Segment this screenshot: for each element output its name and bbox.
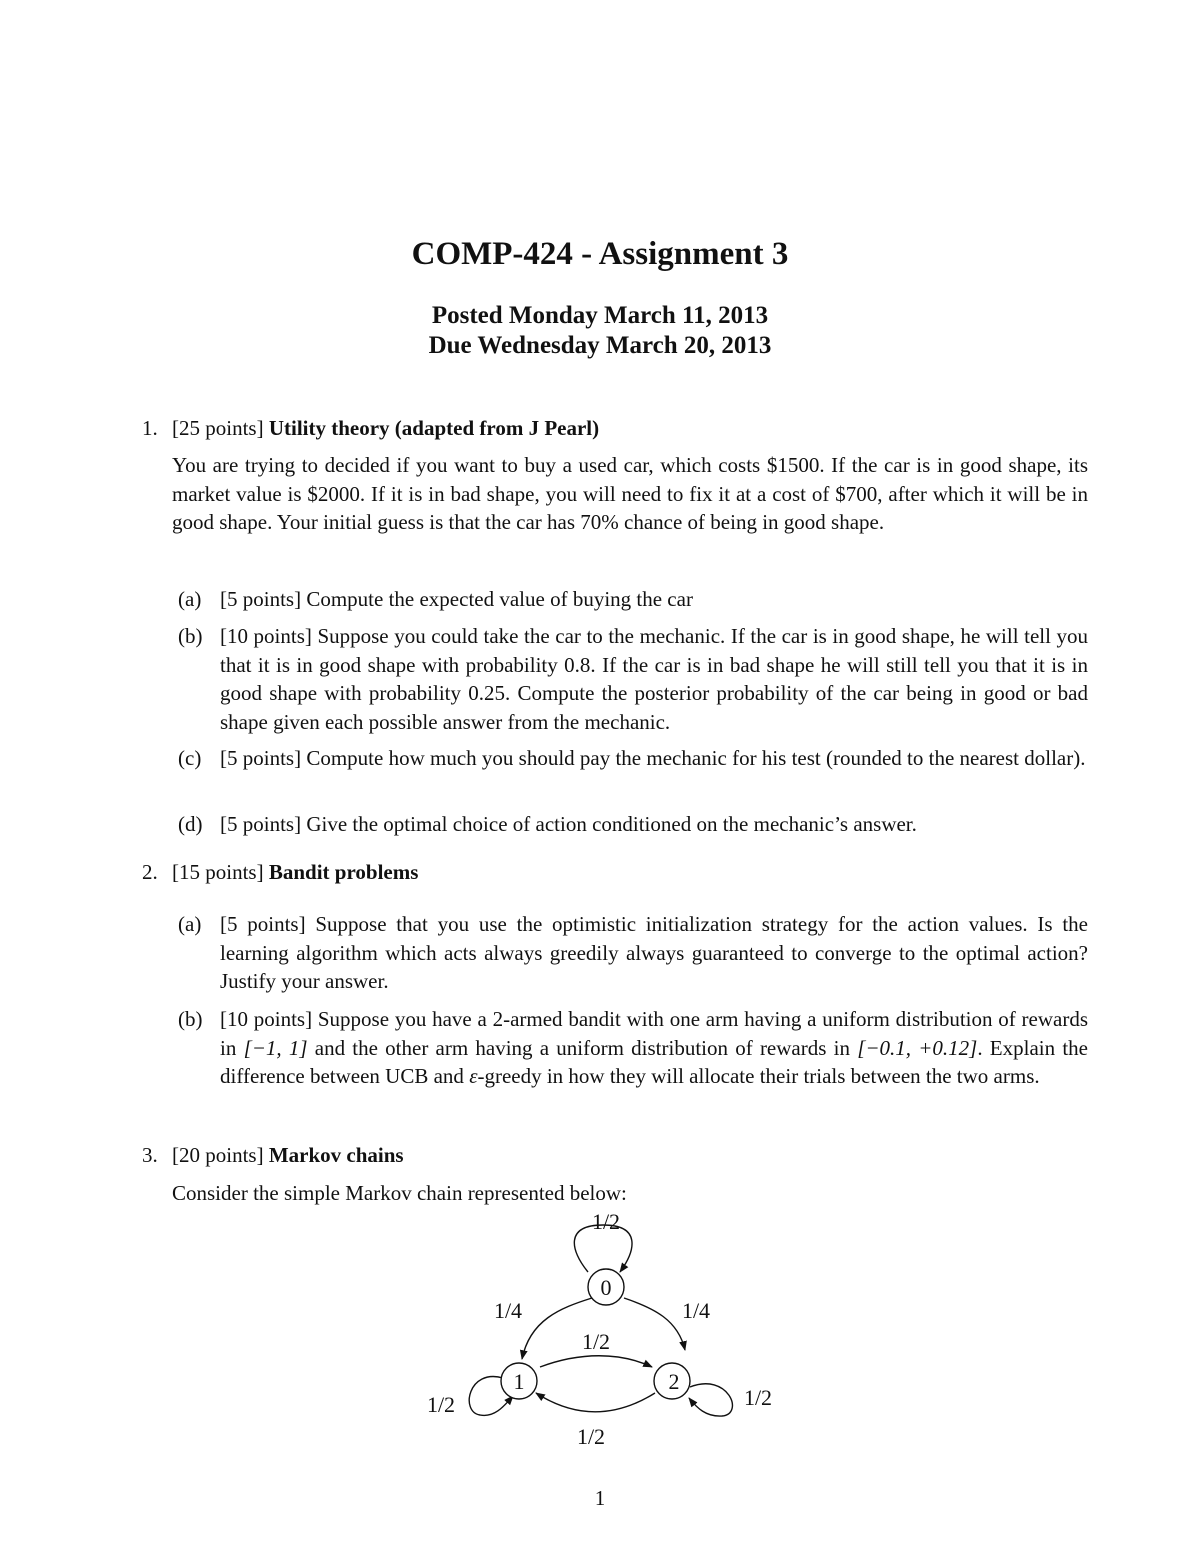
part-label: (a) [178, 587, 202, 611]
edge-label-0-self: 1/2 [591, 1209, 621, 1234]
due-date: Due Wednesday March 20, 2013 [428, 332, 772, 359]
question-topic: Utility theory (adapted from J Pearl) [268, 416, 600, 440]
part-text: [5 points] Compute how much you should pay the mechanic for his test (rounded to the nearest dollar). [220, 746, 1086, 770]
edge-label-1-to-2: 1/2 [581, 1329, 611, 1354]
range-2: [−0.1, +0.12] [857, 1035, 978, 1060]
edge-label-1-self: 1/2 [426, 1392, 456, 1417]
page-number: 1 [594, 1486, 606, 1510]
question-1-heading [142, 414, 1092, 442]
question-3-intro: Consider the simple Markov chain represented below: [172, 1181, 627, 1205]
question-2-part-b [172, 1005, 1088, 1091]
edge-2-self-loop [689, 1384, 732, 1416]
part-text: [5 points] Give the optimal choice of action conditioned on the mechanic’s answer. [220, 812, 917, 836]
part-label: (c) [178, 746, 202, 770]
question-number: 2. [142, 860, 158, 884]
question-1-part-d [172, 810, 1088, 839]
question-points: [20 points] [172, 1143, 264, 1167]
question-3-heading [142, 1141, 1092, 1169]
question-topic: Bandit problems [268, 860, 419, 884]
part-text: [5 points] Suppose that you use the optimistic initialization strategy for the action values. Is the learning algorithm which acts always greedily always guaranteed to converge to the optimal action? Justify your answer. [220, 912, 1088, 993]
question-1-part-a [172, 585, 1088, 614]
part-text: [10 points] Suppose you could take the car to the mechanic. If the car is in good shape, he will tell you that it is in good shape with probability 0.8. If the car is in bad shape he will still tell you that it is in good shape with probability 0.25. Compute the posterior probability of the car being in good or bad shape given each possible answer from the mechanic. [220, 624, 1088, 734]
edge-label-2-self: 1/2 [743, 1385, 773, 1410]
part-text: [5 points] Compute the expected value of buying the car [220, 587, 693, 611]
document-title: COMP-424 - Assignment 3 [411, 236, 789, 272]
edge-label-2-to-1: 1/2 [576, 1424, 606, 1449]
part-label: (a) [178, 912, 202, 936]
part-label: (b) [178, 624, 203, 648]
epsilon-symbol: ε [469, 1064, 478, 1088]
part-label: (d) [178, 812, 203, 836]
question-points: [25 points] [172, 416, 264, 440]
state-label-2: 2 [668, 1369, 680, 1394]
part-text-3: . Explain the difference between UCB and [220, 1035, 1088, 1088]
edge-label-0-to-2: 1/4 [681, 1298, 711, 1323]
question-topic: Markov chains [268, 1143, 404, 1167]
range-1: [−1, 1] [243, 1035, 308, 1060]
part-text-1: [10 points] Suppose you have a 2-armed bandit with one arm having a uniform distribution of rewards in [220, 1007, 1088, 1060]
part-text-2: and the other arm having a uniform distribution of rewards in [307, 1035, 858, 1060]
question-1-part-c [172, 744, 1088, 773]
question-1-part-b [172, 622, 1088, 736]
part-label: (b) [178, 1007, 203, 1031]
markov-chain-diagram [400, 1200, 800, 1460]
posted-date: Posted Monday March 11, 2013 [431, 302, 769, 329]
edge-0-to-2 [624, 1298, 685, 1350]
question-number: 3. [142, 1143, 158, 1167]
edge-label-0-to-1: 1/4 [493, 1298, 523, 1323]
part-text [220, 1005, 1088, 1091]
edge-2-to-1 [536, 1393, 655, 1412]
question-number: 1. [142, 416, 158, 440]
question-2-part-a [172, 910, 1088, 996]
edge-1-to-2 [540, 1356, 652, 1367]
state-label-0: 0 [600, 1275, 612, 1300]
part-text-4: -greedy in how they will allocate their trials between the two arms. [477, 1064, 1040, 1088]
question-points: [15 points] [172, 860, 264, 884]
question-2-heading [142, 858, 1092, 886]
state-label-1: 1 [513, 1369, 525, 1394]
question-1-intro: You are trying to decided if you want to buy a used car, which costs $1500. If the car is in good shape, its market value is $2000. If it is in bad shape, you will need to fix it at a cost of $700, after which it will be in good shape. Your initial guess is that the car has 70% chance of being in good shape. [172, 453, 1088, 534]
